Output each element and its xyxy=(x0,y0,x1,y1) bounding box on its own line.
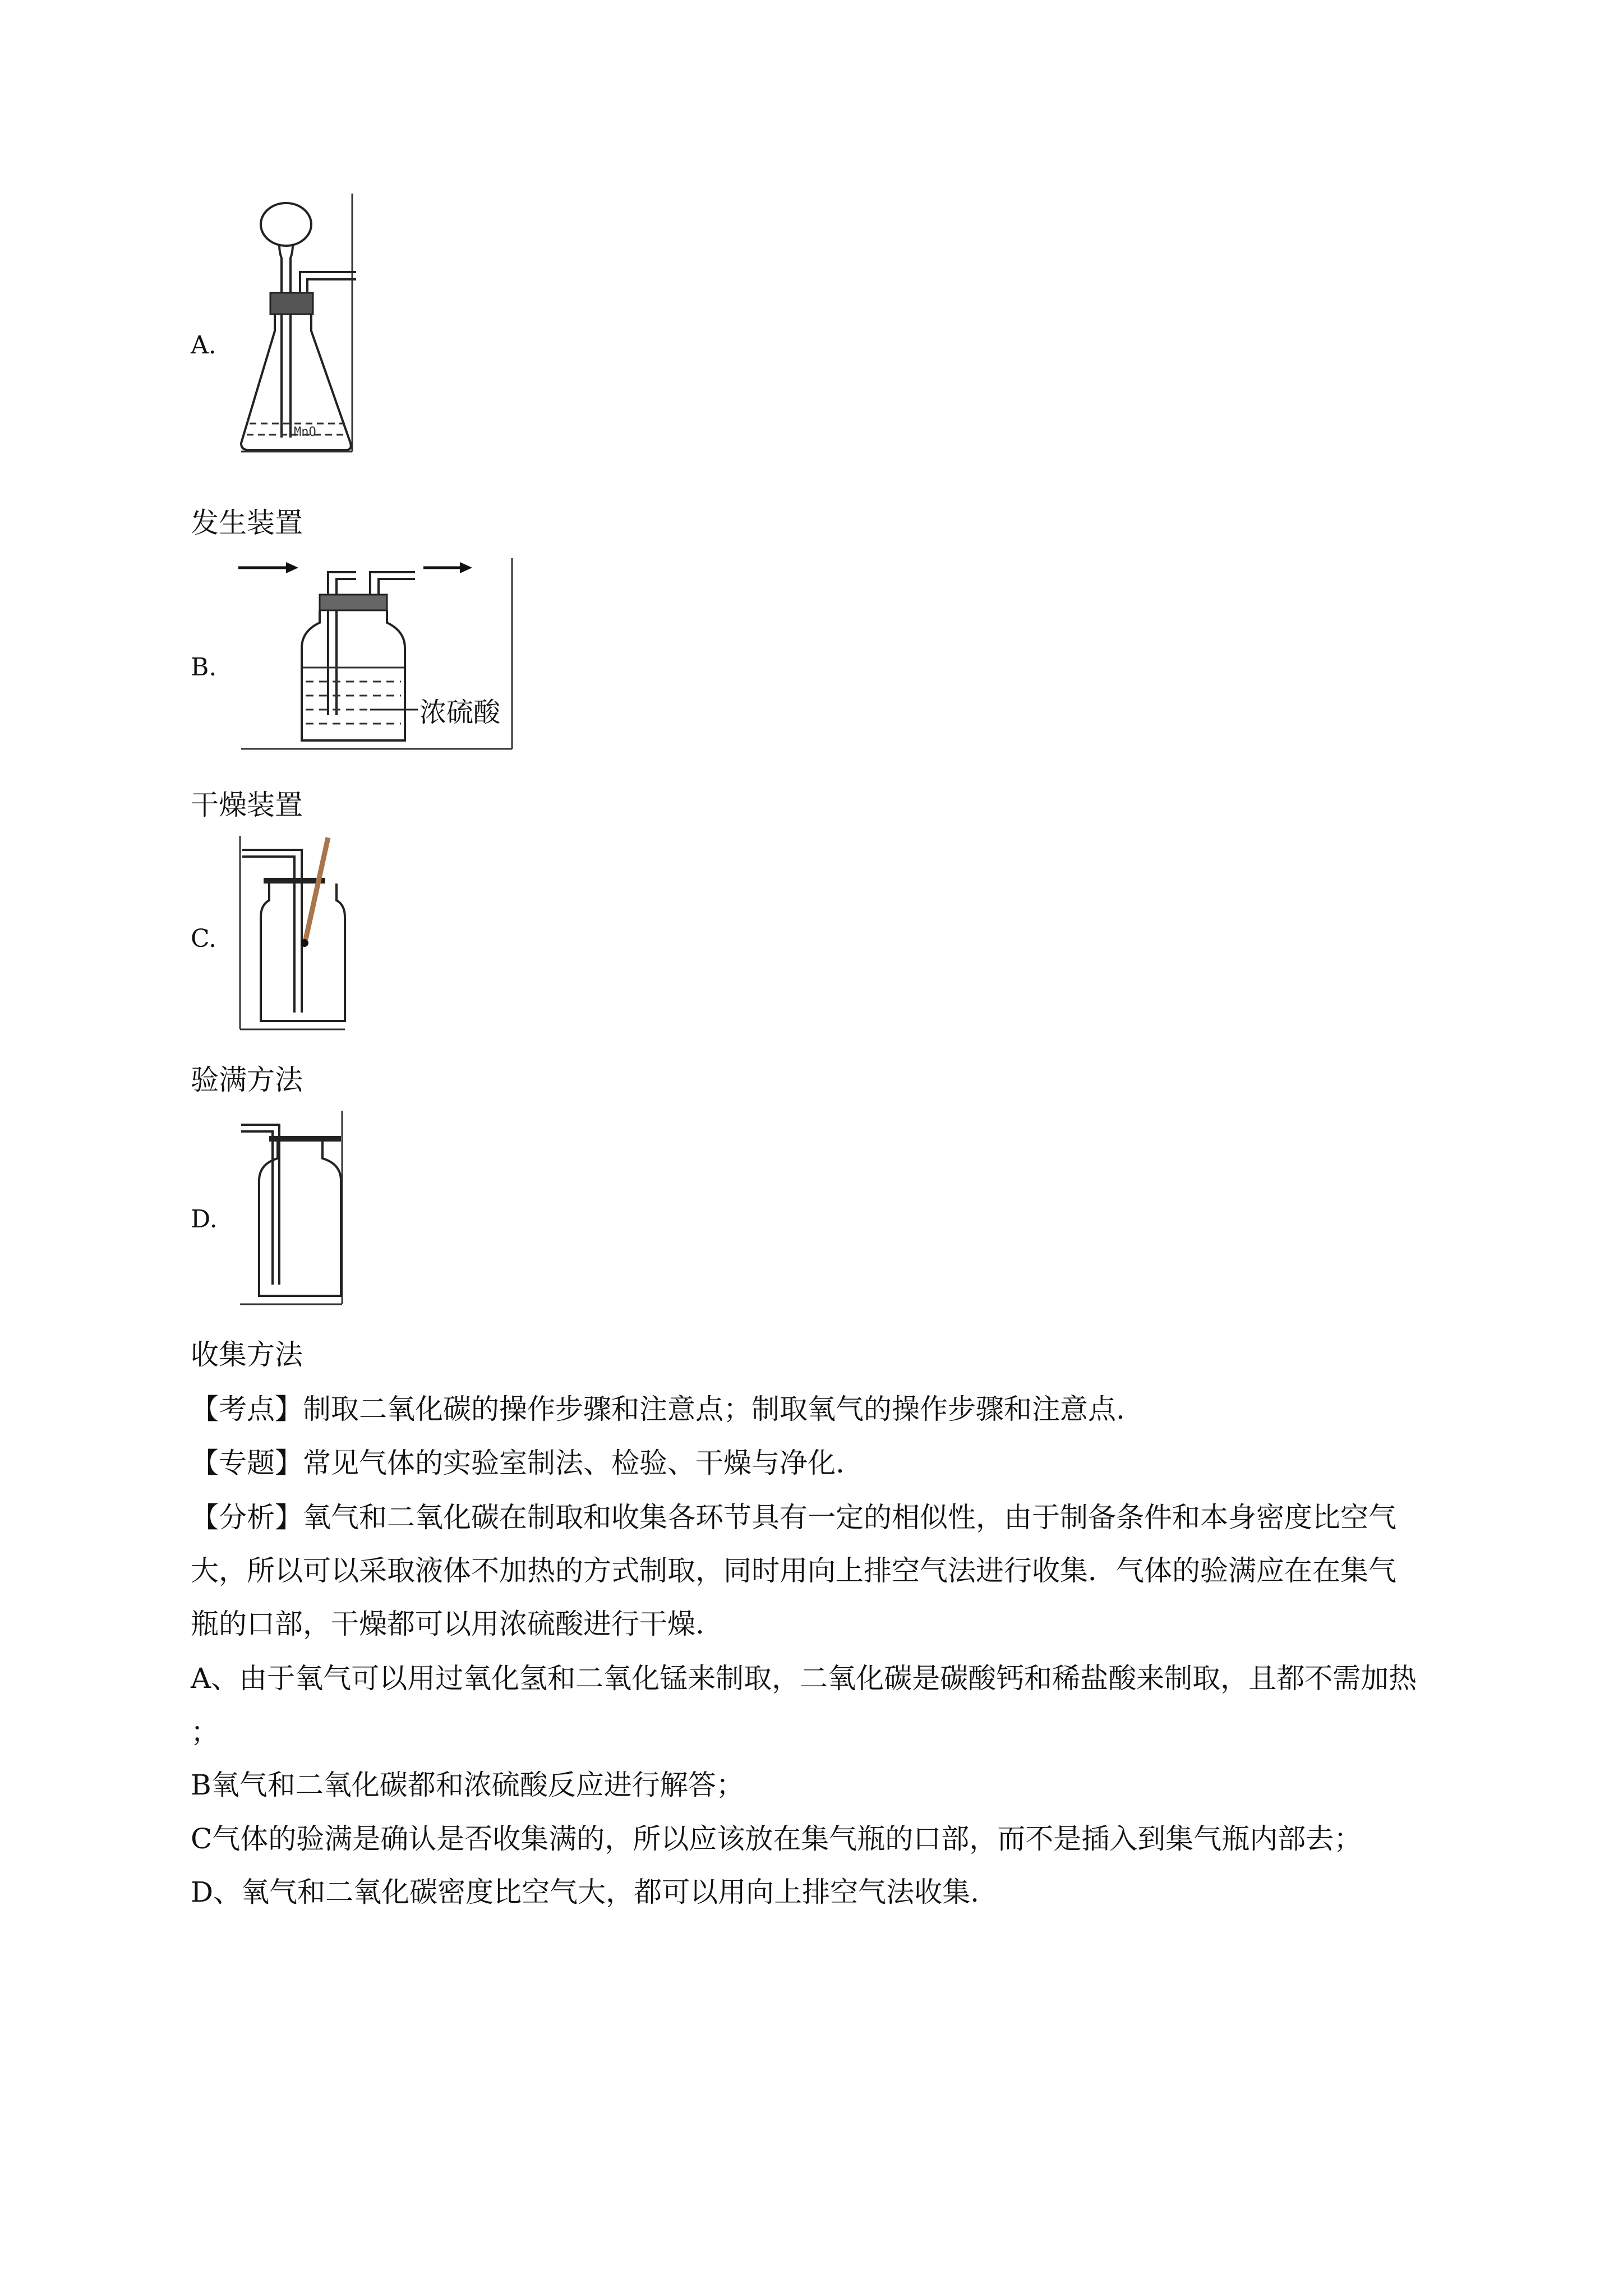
fenxi-line-1 xyxy=(191,1501,1396,1534)
analysis-line-a-cont: ； xyxy=(191,1716,219,1749)
gas-bottle-with-splint-icon xyxy=(236,833,348,1035)
zhuanti-line xyxy=(191,1446,845,1480)
gas-collection-bottle-icon xyxy=(236,1108,348,1310)
zhuanti-tag: 【专题】 xyxy=(191,1447,303,1479)
option-d-caption: 收集方法 xyxy=(191,1338,303,1371)
figure-a-generator-apparatus xyxy=(236,191,359,454)
fenxi-line-2: 大，所以可以采取液体不加热的方式制取，同时用向上排空气法进行收集．气体的验满应在在集气 xyxy=(191,1554,1396,1587)
figure-c-full-check xyxy=(236,833,348,1035)
option-b-caption: 干燥装置 xyxy=(191,789,303,821)
option-b-label: 浓硫酸 xyxy=(419,697,501,728)
option-b-letter: B. xyxy=(191,653,217,682)
option-d-letter: D. xyxy=(191,1205,218,1234)
fenxi-tag: 【分析】 xyxy=(191,1501,303,1534)
analysis-line-a: A、由于氧气可以用过氧化氢和二氧化锰来制取，二氧化碳是碳酸钙和稀盐酸来制取，且都不需加热 xyxy=(191,1662,1417,1695)
fenxi-text-1: 氧气和二氧化碳在制取和收集各环节具有一定的相似性，由于制备条件和本身密度比空气 xyxy=(303,1501,1396,1534)
kaodian-line xyxy=(191,1392,1125,1426)
flask-with-thistle-funnel-icon xyxy=(236,191,359,454)
option-c-caption: 验满方法 xyxy=(191,1064,303,1096)
fenxi-line-3: 瓶的口部，干燥都可以用浓硫酸进行干燥. xyxy=(191,1608,704,1640)
kaodian-tag: 【考点】 xyxy=(191,1393,303,1425)
analysis-line-c: C气体的验满是确认是否收集满的，所以应该放在集气瓶的口部，而不是插入到集气瓶内部去； xyxy=(191,1823,1362,1855)
analysis-line-d: D、氧气和二氧化碳密度比空气大，都可以用向上排空气法收集. xyxy=(191,1876,979,1908)
kaodian-text: 制取二氧化碳的操作步骤和注意点；制取氧气的操作步骤和注意点. xyxy=(303,1393,1125,1425)
analysis-line-b: B氧气和二氧化碳都和浓硫酸反应进行解答； xyxy=(191,1769,744,1801)
figure-d-collection xyxy=(236,1108,348,1310)
option-c-letter: C. xyxy=(191,924,217,953)
option-a-letter: A. xyxy=(191,331,216,360)
option-a-caption: 发生装置 xyxy=(191,507,303,539)
svg-text:MnO: MnO xyxy=(294,425,316,439)
zhuanti-text: 常见气体的实验室制法、检验、干燥与净化. xyxy=(303,1447,845,1479)
